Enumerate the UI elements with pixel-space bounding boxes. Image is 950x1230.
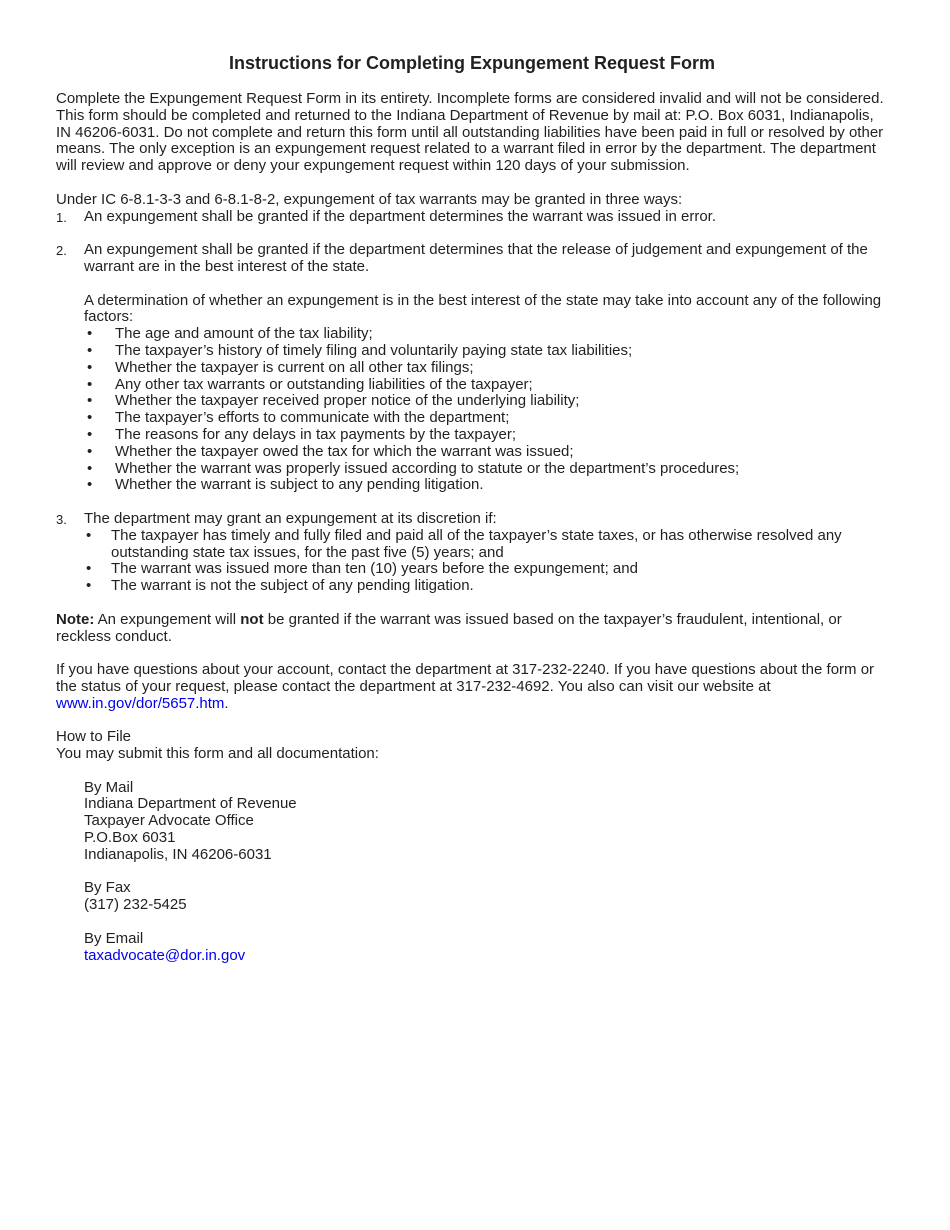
mail-address-block xyxy=(56,780,888,965)
contact-paragraph: If you have questions about your account, contact the department at 317-232-2240. If you have questions about the form or the status of your request, please contact the department at 317-232-4692. You also can visit our website at www.in.gov/dor/5657.htm. xyxy=(56,661,875,712)
fax-label: By Fax xyxy=(84,879,131,897)
way-number: 2. xyxy=(56,243,67,259)
factors-intro: A determination of whether an expungement is in the best interest of the state may take into account any of the following factors: xyxy=(84,291,882,326)
email-link[interactable]: taxadvocate@dor.in.gov xyxy=(84,946,246,964)
list-item: • Whether the taxpayer received proper notice of the underlying liability; xyxy=(87,392,580,410)
note-label: Note: xyxy=(56,610,95,628)
bullet-icon: • xyxy=(86,577,92,595)
how-to-file-heading: How to File xyxy=(56,728,132,746)
way-text: An expungement shall be granted if the department determines the warrant was issued in error. xyxy=(84,207,717,225)
mail-line: Indiana Department of Revenue xyxy=(84,795,297,813)
intro-paragraph: Complete the Expungement Request Form in its entirety. Incomplete forms are considered invalid and will not be considered. This form should be completed and returned to the Indiana Department of Revenue by mail at: P.O. Box 6031, Indianapolis, IN 46206-6031. Do not complete and return this form until all outstanding liabilities have been paid in full or resolved by other means. The only exception is an expungement request related to a warrant filed in error by the department. The department will review and approve or deny your expungement request within 120 days of your submission. xyxy=(56,90,884,175)
list-item: • The taxpayer has timely and fully filed and paid all of the taxpayer’s state taxes, or has otherwise resolved any outstanding state tax issues, for the past five (5) years; and xyxy=(86,526,842,561)
factors-list xyxy=(56,326,888,494)
bullet-icon: • xyxy=(87,392,93,410)
list-item: • Whether the taxpayer owed the tax for which the warrant was issued; xyxy=(87,442,574,460)
list-item: • The taxpayer’s history of timely filing and voluntarily paying state tax liabilities; xyxy=(87,341,633,359)
mail-line: Taxpayer Advocate Office xyxy=(84,812,254,830)
bullet-icon: • xyxy=(87,442,93,460)
way-text: An expungement shall be granted if the department determines that the release of judgement and expungement of the warrant are in the best interest of the state. xyxy=(84,241,868,275)
list-item: • The taxpayer’s efforts to communicate with the department; xyxy=(87,409,510,427)
bullet-icon: • xyxy=(87,459,93,477)
ways-intro: Under IC 6-8.1-3-3 and 6-8.1-8-2, expungement of tax warrants may be granted in three ways: xyxy=(56,190,683,208)
discretion-list xyxy=(56,528,888,595)
list-item: • Whether the warrant is subject to any pending litigation. xyxy=(87,476,484,494)
mail-label: By Mail xyxy=(84,778,134,796)
fax-number: (317) 232-5425 xyxy=(84,896,187,914)
way-item-2 xyxy=(56,242,888,276)
bullet-icon: • xyxy=(86,560,92,578)
list-item: • The age and amount of the tax liability; xyxy=(87,325,373,343)
mail-line: P.O.Box 6031 xyxy=(84,829,176,847)
bullet-icon: • xyxy=(87,325,93,343)
page-title: Instructions for Completing Expungement Request Form xyxy=(228,53,716,73)
note-emphasis: not xyxy=(240,610,264,628)
bullet-icon: • xyxy=(87,341,93,359)
bullet-icon: • xyxy=(87,425,93,443)
list-item: • The reasons for any delays in tax payments by the taxpayer; xyxy=(87,425,517,443)
how-to-file-subheading: You may submit this form and all documentation: xyxy=(56,745,379,763)
way-item-1 xyxy=(56,209,888,226)
website-link[interactable]: www.in.gov/dor/5657.htm xyxy=(56,694,225,712)
bullet-icon: • xyxy=(87,476,93,494)
bullet-icon: • xyxy=(87,409,93,427)
list-item: • Whether the warrant was properly issued according to statute or the department’s procedures; xyxy=(87,459,740,477)
way-item-3 xyxy=(56,511,888,528)
bullet-icon: • xyxy=(87,375,93,393)
email-label: By Email xyxy=(84,929,144,947)
bullet-icon: • xyxy=(86,526,92,544)
way-number: 1. xyxy=(56,209,67,225)
note-paragraph: Note: An expungement will not be granted if the warrant was issued based on the taxpayer’s fraudulent, intentional, or reckless conduct. xyxy=(56,610,842,645)
bullet-icon: • xyxy=(87,358,93,376)
way-number: 3. xyxy=(56,511,67,527)
list-item: • The warrant is not the subject of any pending litigation. xyxy=(86,577,474,595)
instructions-page xyxy=(56,52,888,964)
list-item: • The warrant was issued more than ten (10) years before the expungement; and xyxy=(86,560,638,578)
list-item: • Whether the taxpayer is current on all other tax filings; xyxy=(87,358,474,376)
mail-line: Indianapolis, IN 46206-6031 xyxy=(84,845,272,863)
way-text: The department may grant an expungement at its discretion if: xyxy=(84,509,497,527)
list-item: • Any other tax warrants or outstanding liabilities of the taxpayer; xyxy=(87,375,533,393)
